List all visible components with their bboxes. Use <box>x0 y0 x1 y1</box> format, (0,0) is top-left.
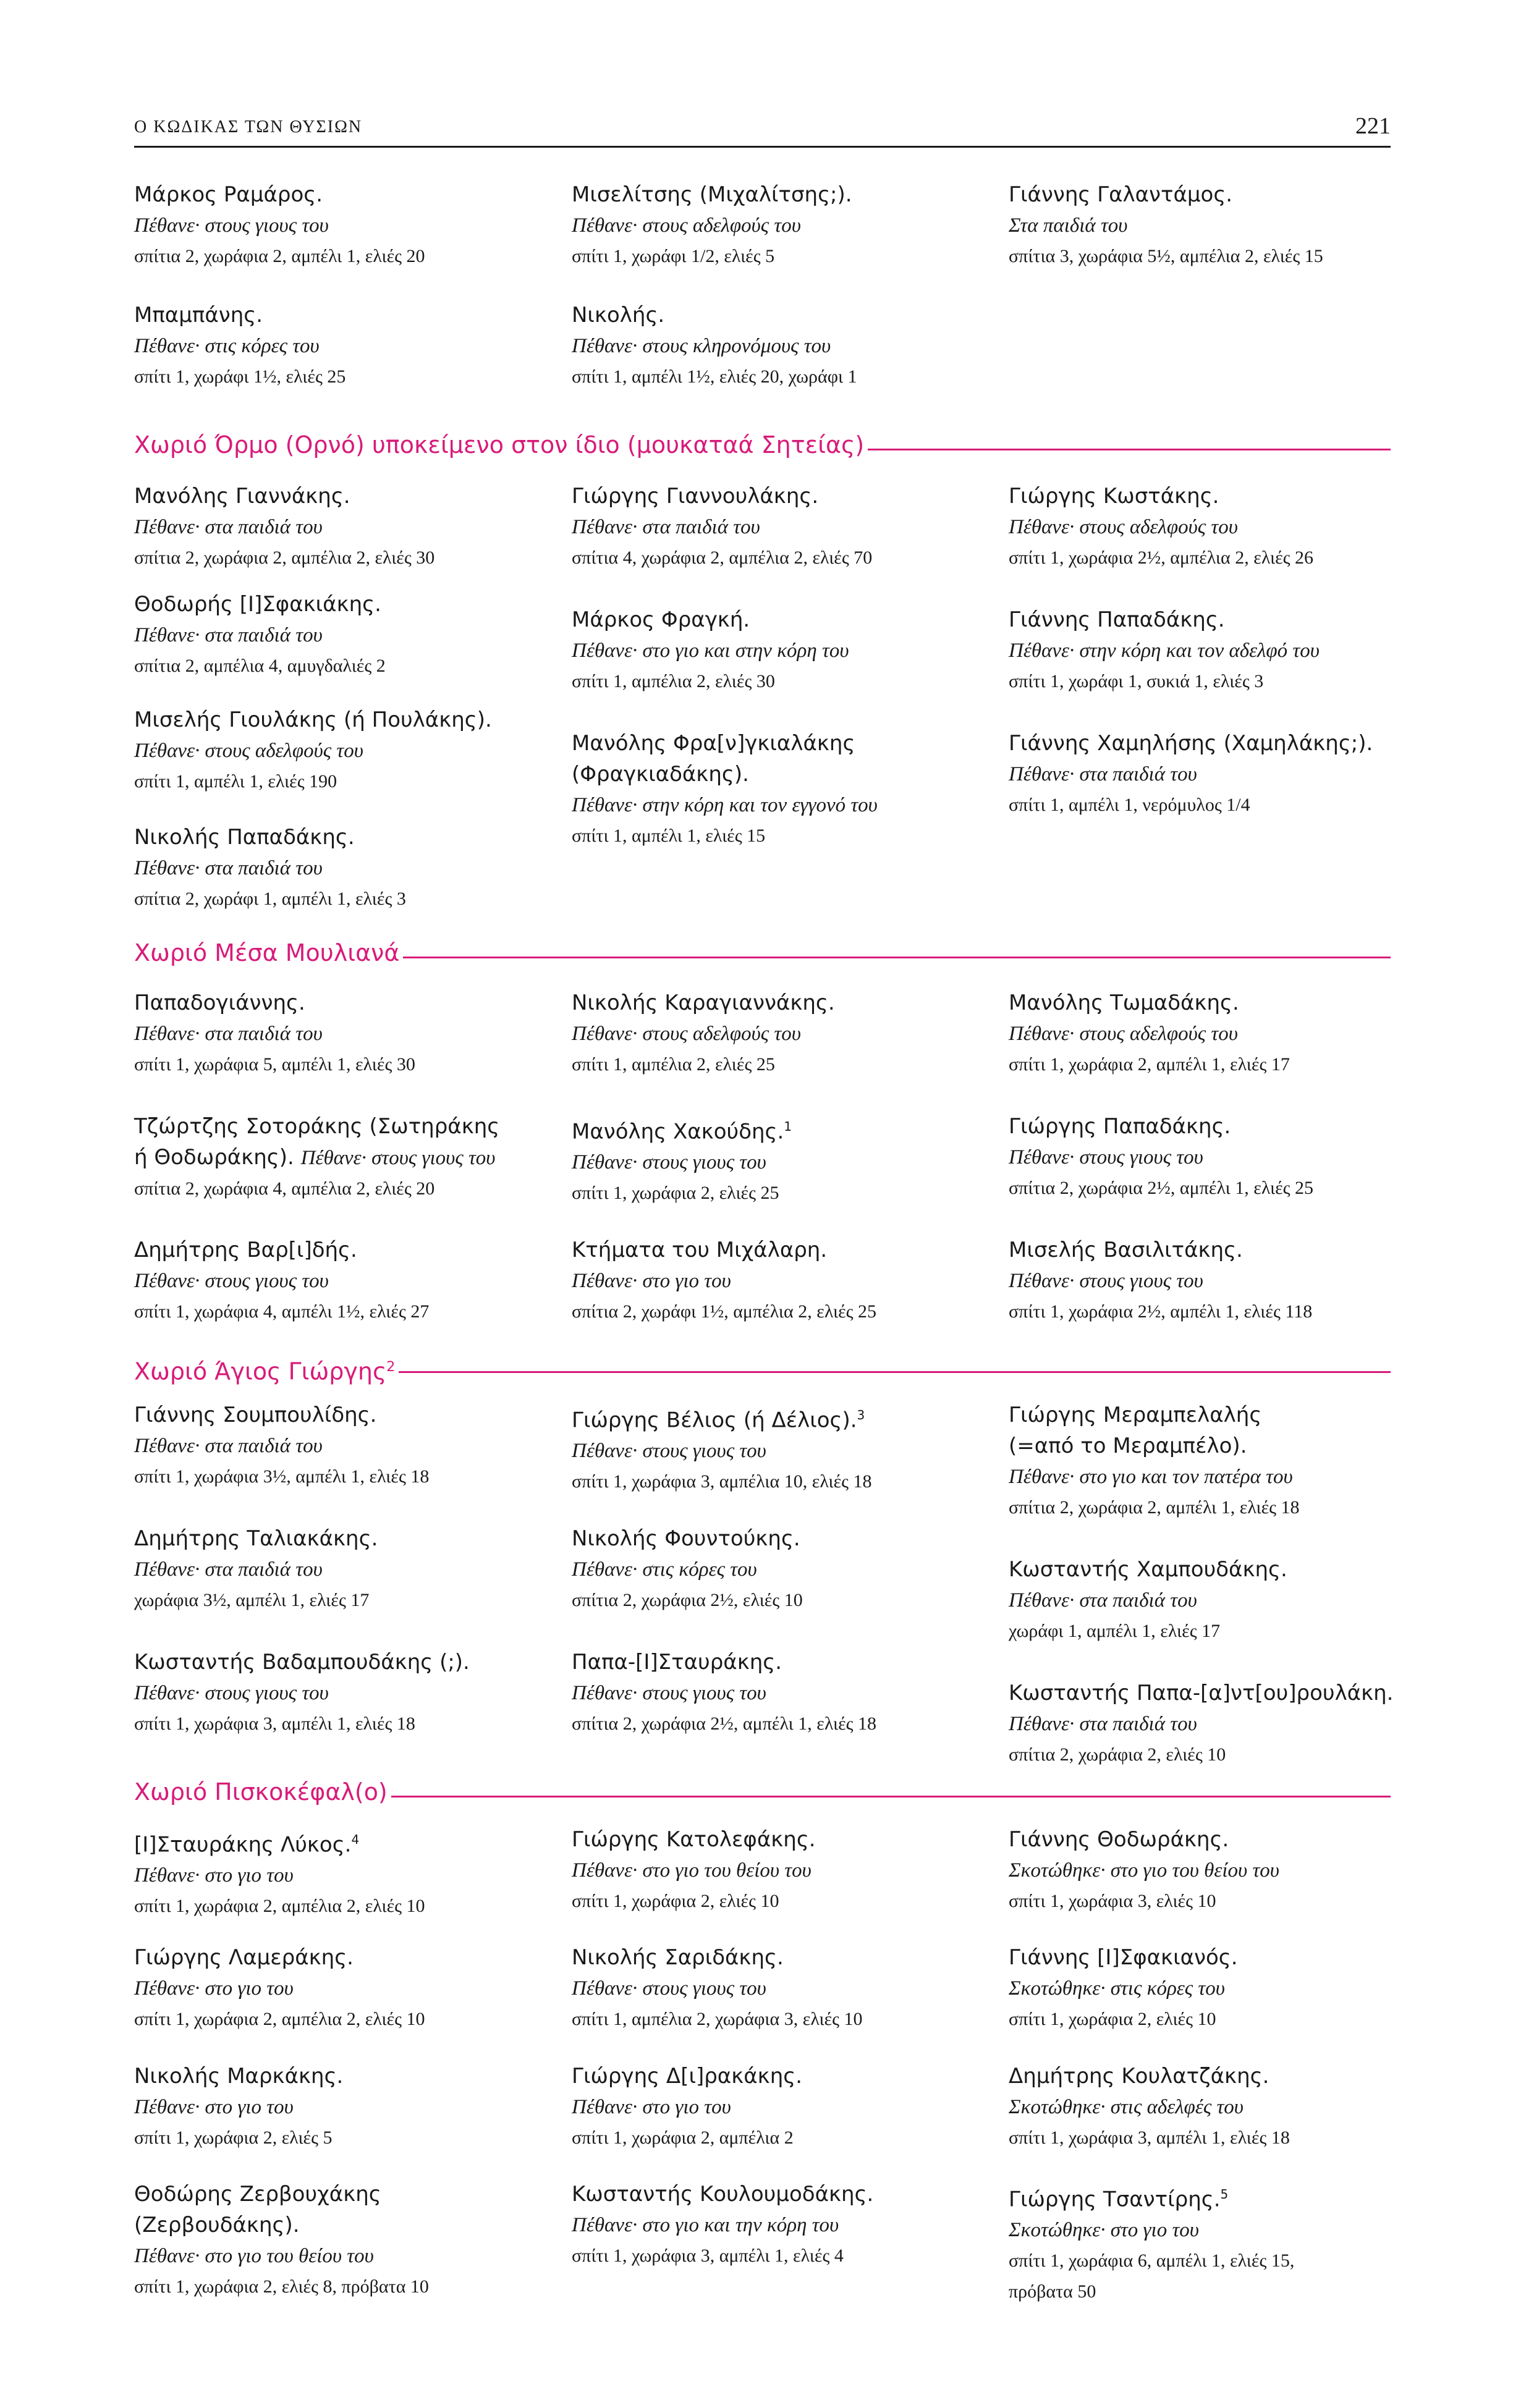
entry-name: Κτήματα του Μιχάλαρη. <box>572 1238 828 1262</box>
entry <box>572 1824 967 1917</box>
entry-property: σπίτι 1, χωράφια 2, αμπέλια 2, ελιές 10 <box>134 2009 425 2029</box>
entry-property: σπίτια 2, χωράφι 1, αμπέλι 1, ελιές 3 <box>134 889 406 909</box>
entry-fate: Πέθανε· στα παιδιά του <box>134 516 323 538</box>
entry <box>1009 987 1404 1080</box>
entry-fate: Πέθανε· στα παιδιά του <box>134 1023 323 1045</box>
entry-property: σπίτι 1, χωράφια 2, αμπέλι 1, ελιές 17 <box>1009 1054 1290 1075</box>
entry-property: σπίτι 1, χωράφια 3½, αμπέλι 1, ελιές 18 <box>134 1466 430 1487</box>
entry-property: σπίτι 1, χωράφια 2, ελιές 10 <box>1009 2009 1216 2029</box>
entry-fate: Πέθανε· στο γιο του <box>572 1270 731 1292</box>
entry-property: σπίτια 2, αμπέλια 4, αμυγδαλιές 2 <box>134 656 386 676</box>
entry <box>134 179 530 272</box>
entry-fate: Πέθανε· στους αδελφούς του <box>572 1023 801 1045</box>
entry-property: σπίτι 1, χωράφια 2½, αμπέλι 1, ελιές 118 <box>1009 1301 1313 1322</box>
entry-fate: Πέθανε· στους κληρονόμους του <box>572 335 831 357</box>
entry-property: σπίτια 2, χωράφια 2½, ελιές 10 <box>572 1590 803 1610</box>
entry-name: Μανόλης Γιαννάκης. <box>134 484 350 509</box>
entry-property: σπίτι 1, χωράφια 5, αμπέλι 1, ελιές 30 <box>134 1054 415 1075</box>
entry-name: Μάρκος Ραμάρος. <box>134 182 323 207</box>
entry <box>1009 1554 1404 1647</box>
entry-fate: Πέθανε· στην κόρη και τον εγγονό του <box>572 794 878 816</box>
entry <box>572 1523 967 1616</box>
entry-name: Γιάννης Θοδωράκης. <box>1009 1827 1229 1852</box>
entry-property: σπίτι 1, χωράφια 4, αμπέλι 1½, ελιές 27 <box>134 1301 430 1322</box>
section-heading <box>134 426 1391 463</box>
entry <box>1009 2061 1404 2153</box>
entry-name: Μανόλης Τωμαδάκης. <box>1009 991 1239 1015</box>
entry-name: Γιώργης Λαμεράκης. <box>134 1945 354 1970</box>
entry-name: Τζώρτζης Σοτοράκης (Σωτηράκης <box>134 1114 500 1139</box>
footnote-marker: 3 <box>857 1408 865 1422</box>
entry <box>134 1942 530 2035</box>
entry-name: Γιώργης Δ[ι]ρακάκης. <box>572 2064 803 2089</box>
entry-fate: Πέθανε· στα παιδιά του <box>134 1558 323 1581</box>
entry <box>134 822 530 915</box>
entry-name: Δημήτρης Βαρ[ι]δής. <box>134 1238 357 1262</box>
entry-fate: Πέθανε· στους γιους του <box>572 1151 766 1174</box>
entry <box>572 481 967 573</box>
entry-name: Μανόλης Φρα[ν]γκιαλάκης <box>572 731 855 756</box>
entry-fate: Πέθανε· στα παιδιά του <box>1009 1589 1197 1612</box>
entry <box>572 1400 967 1497</box>
entry-name: Μισελίτσης (Μιχαλίτσης;). <box>572 182 852 207</box>
entry-fate: Πέθανε· στους γιους του <box>134 1270 329 1292</box>
entry-property: σπίτι 1, αμπέλια 2, χωράφια 3, ελιές 10 <box>572 2009 863 2029</box>
entry-name: Μισελής Γιουλάκης (ή Πουλάκης). <box>134 708 492 732</box>
entry-property: σπίτι 1, χωράφια 3, αμπέλι 1, ελιές 18 <box>1009 2127 1290 2148</box>
entry-property: χωράφι 1, αμπέλι 1, ελιές 17 <box>1009 1621 1221 1641</box>
entry-name: Κωσταντής Παπα-[α]ντ[ου]ρουλάκη. <box>1009 1681 1394 1705</box>
page-number: 221 <box>1355 113 1391 139</box>
entry <box>134 987 530 1080</box>
entry <box>572 987 967 1080</box>
entry-name: Γιώργης Κωστάκης. <box>1009 484 1219 509</box>
entry-property-cont: πρόβατα 50 <box>1009 2281 1096 2302</box>
section-heading <box>134 1349 1391 1386</box>
entry <box>134 1235 530 1327</box>
entry <box>1009 1400 1404 1523</box>
entry <box>134 1111 530 1204</box>
entry <box>134 1523 530 1616</box>
entry <box>572 728 967 851</box>
entry <box>1009 2179 1404 2307</box>
entry-fate: Σκοτώθηκε· στις αδελφές του <box>1009 2096 1244 2118</box>
entry-fate: Πέθανε· στις κόρες του <box>134 335 320 357</box>
entry <box>1009 1678 1417 1770</box>
entry-property: σπίτι 1, αμπέλια 2, ελιές 30 <box>572 671 775 691</box>
entry-property: σπίτι 1, χωράφια 2, αμπέλια 2 <box>572 2127 794 2148</box>
entry-property: σπίτι 1, αμπέλι 1, νερόμυλος 1/4 <box>1009 795 1250 815</box>
entry-fate: Πέθανε· στο γιο του <box>134 1864 294 1887</box>
entry-property: σπίτια 2, χωράφια 2, αμπέλι 1, ελιές 18 <box>1009 1497 1300 1518</box>
entry-property: σπίτι 1, χωράφι 1½, ελιές 25 <box>134 366 346 387</box>
entry <box>1009 179 1404 272</box>
running-head <box>134 113 1391 148</box>
entry-name: Μισελής Βασιλιτάκης. <box>1009 1238 1243 1262</box>
entry-property: σπίτι 1, χωράφια 3, αμπέλια 10, ελιές 18 <box>572 1471 872 1492</box>
entry-fate: Πέθανε· στο γιο του θείου του <box>572 1859 811 1882</box>
entry-name: Δημήτρης Κουλατζάκης. <box>1009 2064 1269 2089</box>
entry <box>572 1647 967 1739</box>
entry <box>134 704 530 797</box>
entry-name: Γιώργης Κατολεφάκης. <box>572 1827 816 1852</box>
entry-fate: Πέθανε· στα παιδιά του <box>134 624 323 646</box>
entry-fate: Πέθανε· στους αδελφούς του <box>1009 1023 1238 1045</box>
entry <box>572 179 967 272</box>
entry-fate: Πέθανε· στους γιους του <box>134 214 329 237</box>
entry-property: χωράφια 3½, αμπέλι 1, ελιές 17 <box>134 1590 370 1610</box>
entry-property: σπίτι 1, χωράφι 1/2, ελιές 5 <box>572 246 775 266</box>
entry-property: σπίτι 1, χωράφια 2, αμπέλια 2, ελιές 10 <box>134 1896 425 1917</box>
entry-name: Γιάννης Χαμηλήσης (Χαμηλάκης;). <box>1009 731 1373 756</box>
footnote-marker: 5 <box>1220 2187 1229 2202</box>
entry-name: Νικολής Παπαδάκης. <box>134 825 355 850</box>
entry-fate: Πέθανε· στους γιους του <box>300 1147 496 1169</box>
entry-property: σπίτι 1, αμπέλι 1½, ελιές 20, χωράφι 1 <box>572 366 857 387</box>
entry-property: σπίτια 2, χωράφι 1½, αμπέλια 2, ελιές 25 <box>572 1301 877 1322</box>
entry-fate: Πέθανε· στους γιους του <box>572 1682 766 1704</box>
entry-name: Μπαμπάνης. <box>134 303 263 327</box>
entry-property: σπίτι 1, χωράφια 6, αμπέλι 1, ελιές 15, <box>1009 2250 1295 2271</box>
entry-property: σπίτι 1, χωράφι 1, συκιά 1, ελιές 3 <box>1009 671 1264 691</box>
entry-fate: Πέθανε· στο γιο και την κόρη του <box>572 2214 839 2236</box>
section-title-text: Χωριό Άγιος Γιώργης <box>134 1358 387 1385</box>
entry-fate: Στα παιδιά του <box>1009 214 1128 237</box>
entry-fate: Πέθανε· στην κόρη και τον αδελφό του <box>1009 640 1320 662</box>
entry <box>134 2061 530 2153</box>
entry-name <box>572 1400 967 1435</box>
entry-fate: Σκοτώθηκε· στις κόρες του <box>1009 1977 1225 2000</box>
entry-name: Γιάννης Σουμπουλίδης. <box>134 1403 377 1427</box>
entry-property: σπίτια 2, χωράφια 2, αμπέλια 2, ελιές 30 <box>134 547 435 568</box>
entry <box>572 1111 967 1209</box>
entry-name: Παπα-[Ι]Σταυράκης. <box>572 1650 782 1675</box>
entry-fate: Πέθανε· στους γιους του <box>572 1440 766 1463</box>
entry-name-cont: (Φραγκιαδάκης). <box>572 762 749 787</box>
entry-name: Μάρκος Φραγκή. <box>572 607 750 632</box>
entry <box>1009 1942 1404 2035</box>
entry-fate: Πέθανε· στους αδελφούς του <box>134 740 363 762</box>
entry <box>1009 604 1404 697</box>
entry-name-text: Μανόλης Χακούδης. <box>572 1119 784 1144</box>
entry-property: σπίτια 2, χωράφια 2, ελιές 10 <box>1009 1744 1226 1765</box>
entry-fate: Πέθανε· στα παιδιά του <box>1009 1713 1197 1735</box>
entry-fate: Πέθανε· στα παιδιά του <box>134 857 323 879</box>
entry-fate: Πέθανε· στους αδελφούς του <box>572 214 801 237</box>
entry-fate: Πέθανε· στο γιο και στην κόρη του <box>572 640 849 662</box>
entry-name-text: Γιώργης Τσαντίρης. <box>1009 2187 1221 2212</box>
entry <box>572 2179 967 2271</box>
entry-name: Γιώργης Παπαδάκης. <box>1009 1114 1231 1139</box>
running-title: Ο ΚΩΔΙΚΑΣ ΤΩΝ ΘΥΣΙΩΝ <box>134 117 363 137</box>
entry-name: Κωσταντής Χαμπουδάκης. <box>1009 1557 1287 1582</box>
entry-name: Νικολής Φουντούκης. <box>572 1526 800 1551</box>
entry <box>572 2061 967 2153</box>
entry-name: Θοδωρής [Ι]Σφακιάκης. <box>134 592 381 617</box>
entry-property: σπίτια 2, χωράφια 4, αμπέλια 2, ελιές 20 <box>134 1178 435 1199</box>
entry-name: Κωσταντής Κουλουμοδάκης. <box>572 2182 874 2207</box>
entry-name: Γιάννης Παπαδάκης. <box>1009 607 1225 632</box>
entry-name-text: [Ι]Σταυράκης Λύκος. <box>134 1832 352 1857</box>
entry-fate: Πέθανε· στους γιους του <box>134 1682 329 1704</box>
entry <box>1009 1824 1404 1917</box>
entry-fate: Σκοτώθηκε· στο γιο του θείου του <box>1009 1859 1279 1882</box>
entry-fate: Πέθανε· στους αδελφούς του <box>1009 516 1238 538</box>
footnote-marker: 4 <box>351 1832 360 1847</box>
entry-fate: Πέθανε· στις κόρες του <box>572 1558 757 1581</box>
entry-property: σπίτι 1, χωράφια 3, ελιές 10 <box>1009 1891 1216 1911</box>
footnote-marker: 1 <box>784 1119 792 1134</box>
entry-name: Γιάννης [Ι]Σφακιανός. <box>1009 1945 1238 1970</box>
entry-fate: Πέθανε· στα παιδιά του <box>134 1435 323 1457</box>
entry-name: Νικολής Καραγιαννάκης. <box>572 991 835 1015</box>
entry <box>1009 481 1404 573</box>
entry-property: σπίτια 4, χωράφια 2, αμπέλια 2, ελιές 70 <box>572 547 873 568</box>
entry-name-cont <box>134 1142 530 1173</box>
entry <box>572 300 967 392</box>
entry-name: Γιάννης Γαλαντάμος. <box>1009 182 1233 207</box>
section-heading <box>134 934 1391 971</box>
entry-name: Γιώργης Γιαννουλάκης. <box>572 484 819 509</box>
entry <box>1009 1235 1404 1327</box>
entry-fate: Πέθανε· στο γιο του <box>134 2096 294 2118</box>
entry <box>134 1400 530 1492</box>
entry <box>572 604 967 697</box>
entry <box>134 2179 530 2302</box>
entry-name-cont: (Ζερβουδάκης). <box>134 2213 300 2237</box>
section-title: Χωριό Μέσα Μουλιανά <box>134 934 403 971</box>
entry-name-text: Γιώργης Βέλιος (ή Δέλιος). <box>572 1408 857 1433</box>
entry <box>134 481 530 573</box>
entry-fate: Πέθανε· στο γιο του <box>572 2096 731 2118</box>
entry-name <box>572 1111 967 1147</box>
entry-fate: Πέθανε· στο γιο και τον πατέρα του <box>1009 1466 1293 1488</box>
entry-property: σπίτια 2, χωράφια 2½, αμπέλι 1, ελιές 18 <box>572 1713 877 1734</box>
entry-property: σπίτι 1, χωράφια 2, ελιές 8, πρόβατα 10 <box>134 2276 429 2297</box>
footnote-marker: 2 <box>386 1359 396 1375</box>
entry-property: σπίτια 2, χωράφια 2, αμπέλι 1, ελιές 20 <box>134 246 425 266</box>
entry-name <box>134 1824 530 1860</box>
entry-name: Νικολής. <box>572 303 665 327</box>
entry-fate: Σκοτώθηκε· στο γιο του <box>1009 2219 1199 2242</box>
entry-name: Νικολής Μαρκάκης. <box>134 2064 344 2089</box>
entry-property: σπίτι 1, χωράφια 3, αμπέλι 1, ελιές 18 <box>134 1713 415 1734</box>
entry-fate: Πέθανε· στα παιδιά του <box>1009 763 1197 785</box>
entry-property: σπίτι 1, αμπέλια 2, ελιές 25 <box>572 1054 775 1075</box>
section-title <box>134 1349 399 1390</box>
entry-name: Δημήτρης Ταλιακάκης. <box>134 1526 378 1551</box>
entry-property: σπίτι 1, αμπέλι 1, ελιές 190 <box>134 771 337 792</box>
entry-fate: Πέθανε· στο γιο του <box>134 1977 294 2000</box>
entry <box>134 589 530 682</box>
entry <box>572 1235 967 1327</box>
entry <box>134 1647 530 1739</box>
entry <box>1009 728 1404 821</box>
entry-fate: Πέθανε· στο γιο του θείου του <box>134 2245 374 2267</box>
entry-property: σπίτι 1, χωράφια 3, αμπέλι 1, ελιές 4 <box>572 2245 844 2266</box>
entry-property: σπίτια 3, χωράφια 5½, αμπέλια 2, ελιές 15 <box>1009 246 1323 266</box>
entry-name-cont: (=από το Μεραμπέλο). <box>1009 1434 1247 1458</box>
entry <box>134 300 530 392</box>
entry-name: Γιώργης Μεραμπελαλής <box>1009 1403 1262 1427</box>
entry <box>1009 1111 1404 1204</box>
section-title: Χωριό Πισκοκέφαλ(ο) <box>134 1773 391 1810</box>
entry-name: Νικολής Σαριδάκης. <box>572 1945 784 1970</box>
section-title: Χωριό Όρμο (Ορνό) υποκείμενο στον ίδιο (μουκαταά Σητείας) <box>134 426 868 463</box>
entry-property: σπίτι 1, χωράφια 2, ελιές 10 <box>572 1891 779 1911</box>
entry-name <box>1009 2179 1404 2215</box>
entry-name: Θοδώρης Ζερβουχάκης <box>134 2182 381 2207</box>
entry-property: σπίτι 1, χωράφια 2, ελιές 25 <box>572 1183 779 1204</box>
entry <box>572 1942 967 2035</box>
section-heading <box>134 1773 1391 1810</box>
entry-fate: Πέθανε· στους γιους του <box>572 1977 766 2000</box>
entry-fate: Πέθανε· στους γιους του <box>1009 1270 1203 1292</box>
entry-fate: Πέθανε· στα παιδιά του <box>572 516 760 538</box>
entry-fate: Πέθανε· στους γιους του <box>1009 1146 1203 1168</box>
entry-property: σπίτι 1, αμπέλι 1, ελιές 15 <box>572 826 766 846</box>
entry <box>134 1824 530 1922</box>
entry-name-part: ή Θοδωράκης). <box>134 1145 294 1170</box>
entry-property: σπίτι 1, χωράφια 2, ελιές 5 <box>134 2127 333 2148</box>
entry-property: σπίτι 1, χωράφια 2½, αμπέλια 2, ελιές 26 <box>1009 547 1314 568</box>
entry-property: σπίτια 2, χωράφια 2½, αμπέλι 1, ελιές 25 <box>1009 1178 1314 1198</box>
entry-name: Παπαδογιάννης. <box>134 991 305 1015</box>
entry-name: Κωσταντής Βαδαμπουδάκης (;). <box>134 1650 470 1675</box>
